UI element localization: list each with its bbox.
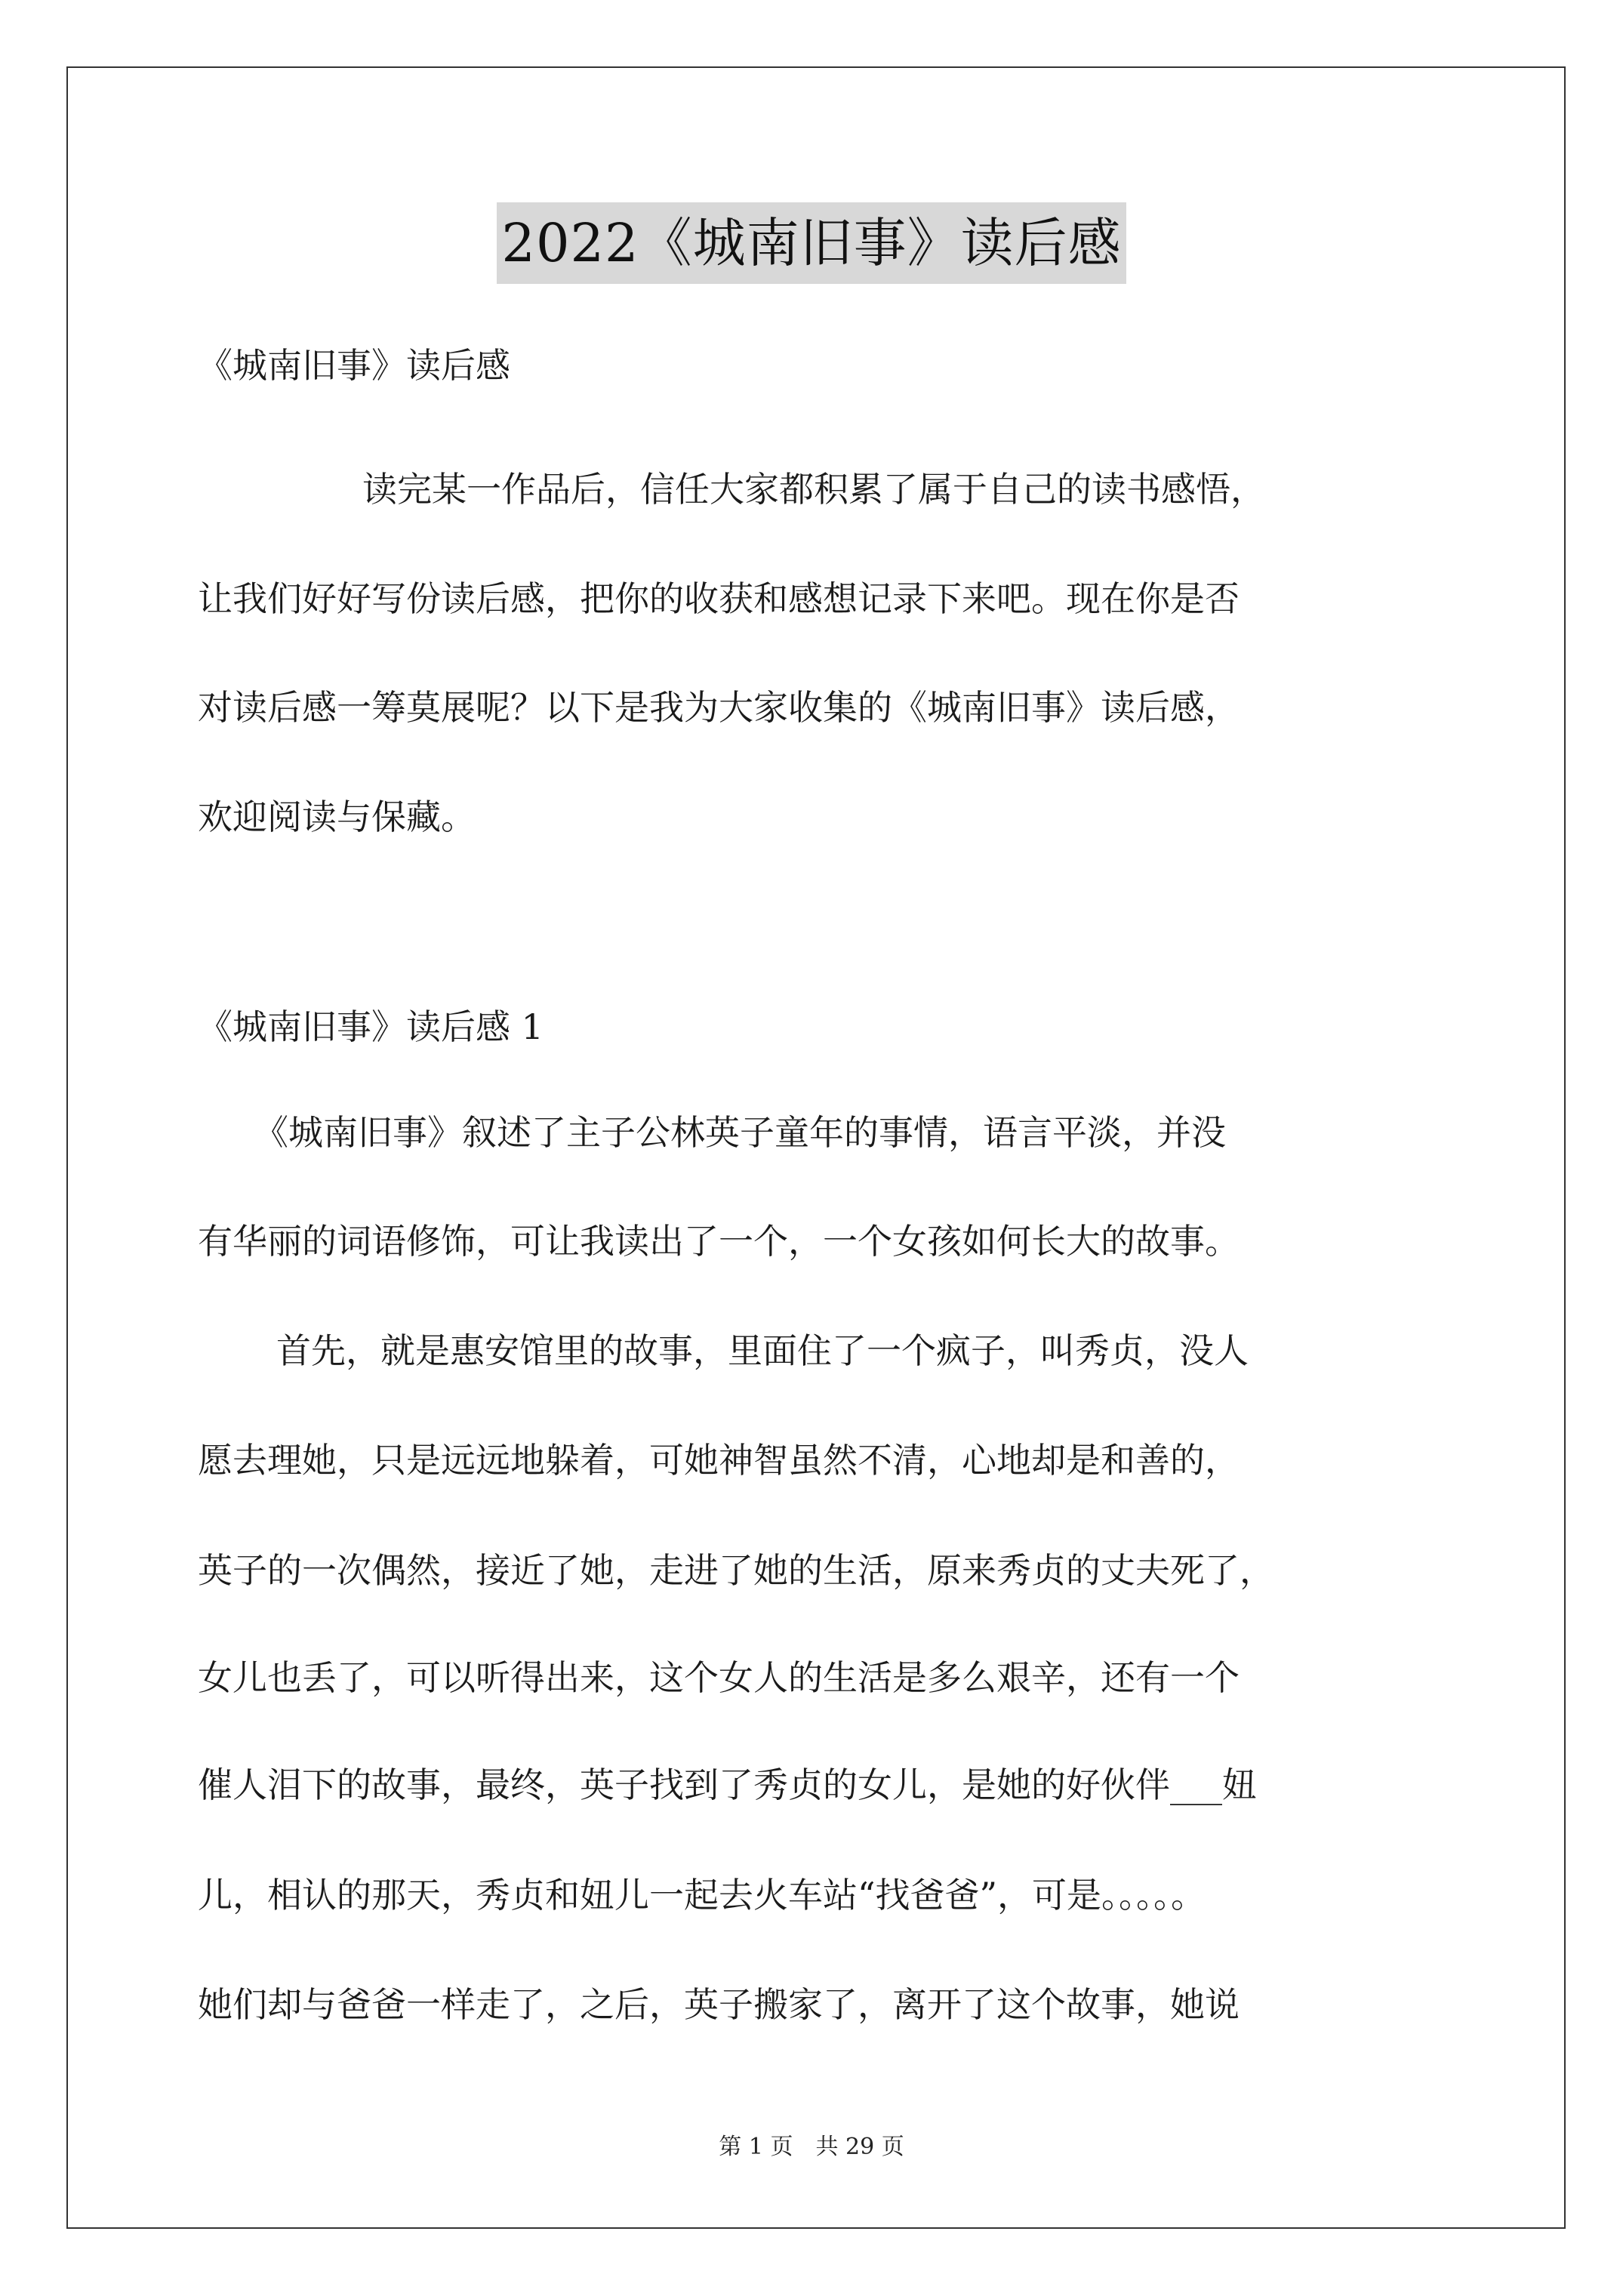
document-title: 2022《城南旧事》读后感 (497, 202, 1126, 284)
paragraph-line: 有华丽的词语修饰，可让我读出了一个，一个女孩如何长大的故事。 (198, 1221, 1240, 1262)
page-number: 第 1 页 (719, 2134, 793, 2160)
paragraph-line: 愿去理她，只是远远地躲着，可她神智虽然不清，心地却是和善的， (198, 1440, 1240, 1481)
paragraph-line: 让我们好好写份读后感，把你的收获和感想记录下来吧。现在你是否 (198, 578, 1240, 619)
page-total: 共 29 页 (815, 2134, 904, 2160)
heading-line: 《城南旧事》读后感 (198, 345, 510, 386)
paragraph-line: 欢迎阅读与保藏。 (198, 797, 476, 837)
page-footer (0, 2128, 1623, 2161)
paragraph-line: 首先，就是惠安馆里的故事，里面住了一个疯子，叫秀贞，没人 (276, 1330, 1249, 1371)
paragraph-line: 对读后感一筹莫展呢？以下是我为大家收集的《城南旧事》读后感， (198, 687, 1240, 728)
paragraph-line: 她们却与爸爸一样走了，之后，英子搬家了，离开了这个故事，她说 (198, 1984, 1240, 2025)
heading-line: 《城南旧事》读后感 1 (198, 1006, 544, 1047)
paragraph-line: 读完某一作品后，信任大家都积累了属于自己的读书感悟， (362, 469, 1265, 510)
paragraph-line: 催人泪下的故事，最终，英子找到了秀贞的女儿，是她的好伙伴___妞 (198, 1764, 1257, 1805)
paragraph-line: 《城南旧事》叙述了主子公林英子童年的事情，语言平淡，并没 (254, 1112, 1226, 1153)
paragraph-line: 儿，相认的那天，秀贞和妞儿一起去火车站“找爸爸”，可是。。。。。 (198, 1875, 1206, 1915)
paragraph-line: 英子的一次偶然，接近了她，走进了她的生活，原来秀贞的丈夫死了， (198, 1550, 1274, 1591)
title-container (0, 202, 1623, 284)
paragraph-line: 女儿也丢了，可以听得出来，这个女人的生活是多么艰辛，还有一个 (198, 1657, 1240, 1698)
